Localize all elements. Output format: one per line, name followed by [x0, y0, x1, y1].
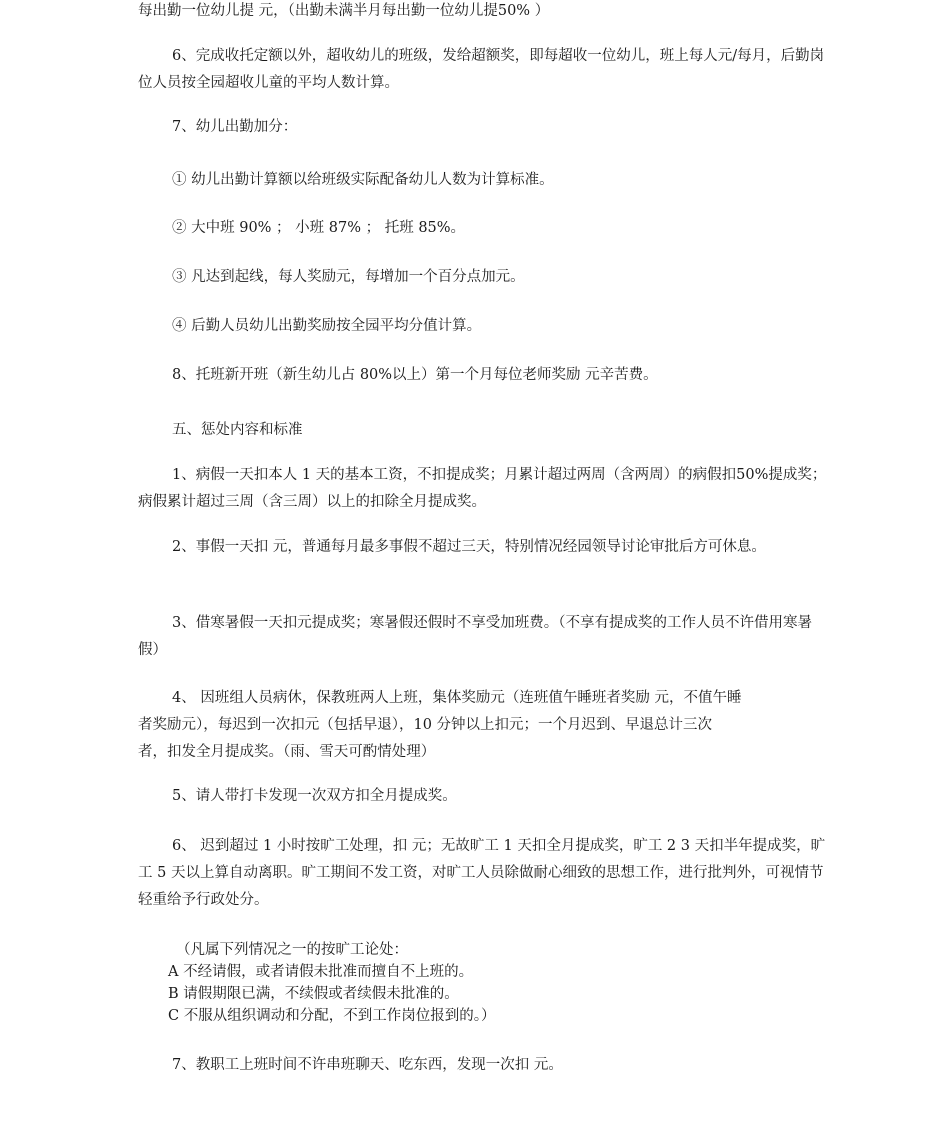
penalty-4-line-1: 4、 因班组人员病休，保教班两人上班，集体奖励元（连班值午睡班者奖励 元，不值午睡 [172, 690, 742, 706]
note-item-c: C 不服从组织调动和分配，不到工作岗位报到的。） [168, 1008, 496, 1024]
note-heading: （凡属下列情况之一的按旷工论处： [176, 942, 408, 958]
paragraph-top: 每出勤一位幼儿提 元，（出勤未满半月每出勤一位幼儿提50% ） [138, 3, 550, 19]
penalty-7-chatting: 7、教职工上班时间不许串班聊天、吃东西，发现一次扣 元。 [172, 1057, 563, 1073]
penalty-1-sick-leave: 1、病假一天扣本人 1 天的基本工资，不扣提成奖；月累计超过两周（含两周）的病假扣50%提成奖；病假累计超过三周（含三周）以上的扣除全月提成奖。 [138, 467, 827, 510]
section-5-heading: 五、惩处内容和标准 [172, 422, 303, 438]
penalty-2-personal-leave: 2、事假一天扣 元，普通每月最多事假不超过三天，特别情况经园领导讨论审批后方可休息。 [172, 539, 766, 555]
absenteeism-note [168, 939, 824, 1027]
penalty-5-proxy-clock: 5、请人带打卡发现一次双方扣全月提成奖。 [172, 788, 457, 804]
attendance-item-1: ① 幼儿出勤计算额以给班级实际配备幼儿人数为计算标准。 [172, 172, 554, 188]
attendance-item-4: ④ 后勤人员幼儿出勤奖励按全园平均分值计算。 [172, 318, 482, 334]
penalty-4-line-2: 者奖励元），每迟到一次扣元（包括早退），10 分钟以上扣元；一个月迟到、早退总计三次 [138, 717, 713, 733]
paragraph-8-new-class: 8、托班新开班（新生幼儿占 80%以上）第一个月每位老师奖励 元辛苦费。 [172, 367, 658, 383]
penalty-4-tardiness [138, 685, 828, 766]
attendance-item-3: ③ 凡达到起线，每人奖励元，每增加一个百分点加元。 [172, 269, 525, 285]
penalty-4-line-3: 者，扣发全月提成奖。（雨、雪天可酌情处理） [138, 744, 436, 760]
penalty-6-absenteeism: 6、 迟到超过 1 小时按旷工处理，扣 元；无故旷工 1 天扣全月提成奖，旷工 2 3 天扣半年提成奖，旷工 5 天以上算自动离职。旷工期间不发工资，对旷工人员除做耐心细致的思想工作，进行批判外，可视情节轻重给予行政处分。 [138, 838, 826, 908]
note-item-a: A 不经请假，或者请假未批准而擅自不上班的。 [168, 964, 474, 980]
paragraph-7-attendance: 7、幼儿出勤加分： [172, 119, 298, 135]
note-item-b: B 请假期限已满，不续假或者续假未批准的。 [168, 986, 459, 1002]
paragraph-6-over-enrollment: 6、完成收托定额以外，超收幼儿的班级，发给超额奖，即每超收一位幼儿，班上每人元/每月，后勤岗位人员按全园超收儿童的平均人数计算。 [138, 48, 825, 91]
attendance-item-2: ② 大中班 90% ； 小班 87% ； 托班 85%。 [172, 220, 466, 236]
penalty-3-vacation: 3、借寒暑假一天扣元提成奖；寒暑假还假时不享受加班费。（不享有提成奖的工作人员不许借用寒暑假） [138, 615, 812, 658]
